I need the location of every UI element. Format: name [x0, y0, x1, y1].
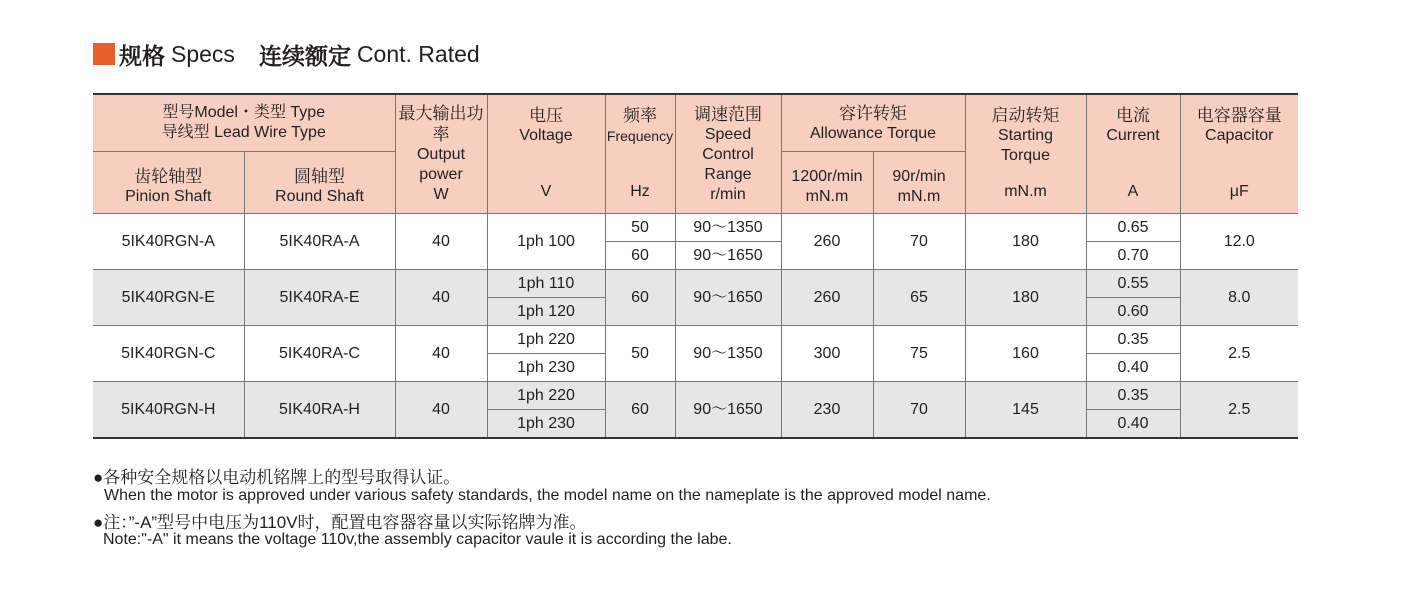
cell-round-model: 5IK40RA-H	[244, 382, 395, 439]
cell-frequency: 60	[605, 270, 675, 326]
section-title	[93, 38, 504, 70]
header-voltage: 电压 Voltage V	[487, 94, 605, 214]
header-capacitor: 电容器容量 Capacitor μF	[1180, 94, 1298, 214]
cell-power: 40	[395, 326, 487, 382]
table-row	[93, 270, 1298, 298]
header-current: 电流 Current A	[1086, 94, 1180, 214]
cell-speed: 90～1650	[675, 270, 781, 326]
cell-current: 0.60	[1086, 298, 1180, 326]
cell-torque-1200: 230	[781, 382, 873, 439]
cell-speed: 90～1650	[675, 242, 781, 270]
cell-capacitor: 2.5	[1180, 382, 1298, 439]
cell-pinion-model: 5IK40RGN-E	[93, 270, 244, 326]
cell-torque-90: 65	[873, 270, 965, 326]
header-frequency: 频率 Frequency Hz	[605, 94, 675, 214]
note-1-en: When the motor is approved under various safety standards, the model name on the nameplate is the approved model name.	[104, 487, 991, 504]
cell-torque-90: 75	[873, 326, 965, 382]
header-output-power: 最大输出功率 Output power W	[395, 94, 487, 214]
cell-torque-1200: 260	[781, 214, 873, 270]
cell-frequency: 60	[605, 242, 675, 270]
table-row	[93, 326, 1298, 354]
title-specs-cn: 规格	[119, 42, 165, 69]
cell-frequency: 50	[605, 326, 675, 382]
table-row	[93, 214, 1298, 242]
note-2-cn: ●注：”-A”型号中电压为110V时，配置电容器容量以实际铭牌为准。	[93, 513, 587, 532]
cell-voltage: 1ph 230	[487, 410, 605, 439]
cell-speed: 90～1350	[675, 326, 781, 382]
cell-current: 0.40	[1086, 354, 1180, 382]
cell-current: 0.40	[1086, 410, 1180, 439]
cell-voltage: 1ph 120	[487, 298, 605, 326]
cell-pinion-model: 5IK40RGN-H	[93, 382, 244, 439]
cell-capacitor: 8.0	[1180, 270, 1298, 326]
cell-current: 0.35	[1086, 382, 1180, 410]
cell-current: 0.35	[1086, 326, 1180, 354]
cell-power: 40	[395, 270, 487, 326]
title-rated-en: Cont. Rated	[356, 40, 480, 67]
cell-voltage: 1ph 100	[487, 214, 605, 270]
title-rated-cn: 连续额定	[258, 42, 351, 69]
cell-starting-torque: 145	[965, 382, 1086, 439]
title-specs-en: Specs	[171, 40, 235, 67]
cell-starting-torque: 180	[965, 214, 1086, 270]
cell-power: 40	[395, 382, 487, 439]
cell-current: 0.55	[1086, 270, 1180, 298]
cell-voltage: 1ph 220	[487, 382, 605, 410]
cell-current: 0.70	[1086, 242, 1180, 270]
cell-frequency: 60	[605, 382, 675, 439]
cell-torque-1200: 260	[781, 270, 873, 326]
cell-current: 0.65	[1086, 214, 1180, 242]
cell-round-model: 5IK40RA-E	[244, 270, 395, 326]
header-round-shaft: 圆轴型 Round Shaft	[244, 152, 395, 214]
table-row	[93, 382, 1298, 410]
cell-starting-torque: 180	[965, 270, 1086, 326]
cell-capacitor: 2.5	[1180, 326, 1298, 382]
specs-table	[93, 93, 1298, 439]
cell-pinion-model: 5IK40RGN-A	[93, 214, 244, 270]
header-speed-range: 调速范围 Speed Control Range r/min	[675, 94, 781, 214]
cell-voltage: 1ph 230	[487, 354, 605, 382]
header-starting-torque: 启动转矩 Starting Torque mN.m	[965, 94, 1086, 214]
cell-round-model: 5IK40RA-A	[244, 214, 395, 270]
title-square-icon	[93, 43, 115, 65]
cell-torque-90: 70	[873, 382, 965, 439]
header-pinion-shaft: 齿轮轴型 Pinion Shaft	[93, 152, 244, 214]
header-torque-90: 90r/min mN.m	[873, 152, 965, 214]
header-model-type: 型号Model・类型 Type 导线型 Lead Wire Type	[93, 94, 395, 152]
cell-torque-1200: 300	[781, 326, 873, 382]
note-2-en: Note:"-A" it means the voltage 110v,the assembly capacitor vaule it is according the labe.	[103, 531, 732, 548]
cell-torque-90: 70	[873, 214, 965, 270]
cell-voltage: 1ph 110	[487, 270, 605, 298]
cell-speed: 90～1650	[675, 382, 781, 439]
header-torque-1200: 1200r/min mN.m	[781, 152, 873, 214]
cell-pinion-model: 5IK40RGN-C	[93, 326, 244, 382]
note-1-cn: ●各种安全规格以电动机铭牌上的型号取得认证。	[93, 468, 461, 487]
cell-power: 40	[395, 214, 487, 270]
cell-voltage: 1ph 220	[487, 326, 605, 354]
cell-capacitor: 12.0	[1180, 214, 1298, 270]
cell-round-model: 5IK40RA-C	[244, 326, 395, 382]
cell-speed: 90～1350	[675, 214, 781, 242]
cell-starting-torque: 160	[965, 326, 1086, 382]
cell-frequency: 50	[605, 214, 675, 242]
header-allowance-torque: 容许转矩 Allowance Torque	[781, 94, 965, 152]
